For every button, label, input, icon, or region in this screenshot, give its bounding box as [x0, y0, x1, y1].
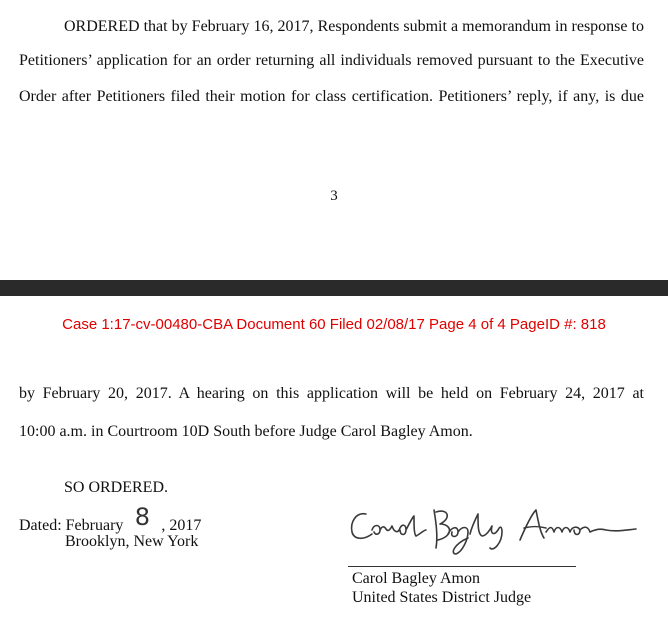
- case-header: Case 1:17-cv-00480-CBA Document 60 Filed 02/08/17 Page 4 of 4 PageID #: 818: [62, 316, 606, 333]
- dated-day-handwritten: 8: [134, 503, 151, 531]
- dated-location: Brooklyn, New York: [65, 533, 199, 550]
- previous-page: [0, 0, 668, 280]
- signature-line: [348, 566, 576, 567]
- judge-signature: [344, 496, 644, 556]
- dated-year: , 2017: [161, 517, 202, 534]
- page-number: 3: [330, 188, 338, 204]
- order-paragraph-line-1: ORDERED that by February 16, 2017, Respondents submit a memorandum in response to: [64, 18, 644, 35]
- order-paragraph-line-2: Petitioners’ application for an order returning all individuals removed pursuant to the Executive: [19, 52, 644, 69]
- judge-name: Carol Bagley Amon: [352, 570, 480, 587]
- judge-title: United States District Judge: [352, 589, 532, 606]
- order-paragraph-line-3: Order after Petitioners filed their motion for class certification. Petitioners’ reply, if any, is due: [19, 88, 644, 105]
- page-separator: [0, 280, 668, 296]
- continuation-line-1: by February 20, 2017. A hearing on this application will be held on February 24, 2017 at: [19, 385, 644, 402]
- so-ordered: SO ORDERED.: [64, 479, 169, 496]
- dated-prefix: Dated: February: [19, 517, 124, 534]
- current-page: [0, 296, 668, 623]
- continuation-line-2: 10:00 a.m. in Courtroom 10D South before Judge Carol Bagley Amon.: [19, 423, 473, 440]
